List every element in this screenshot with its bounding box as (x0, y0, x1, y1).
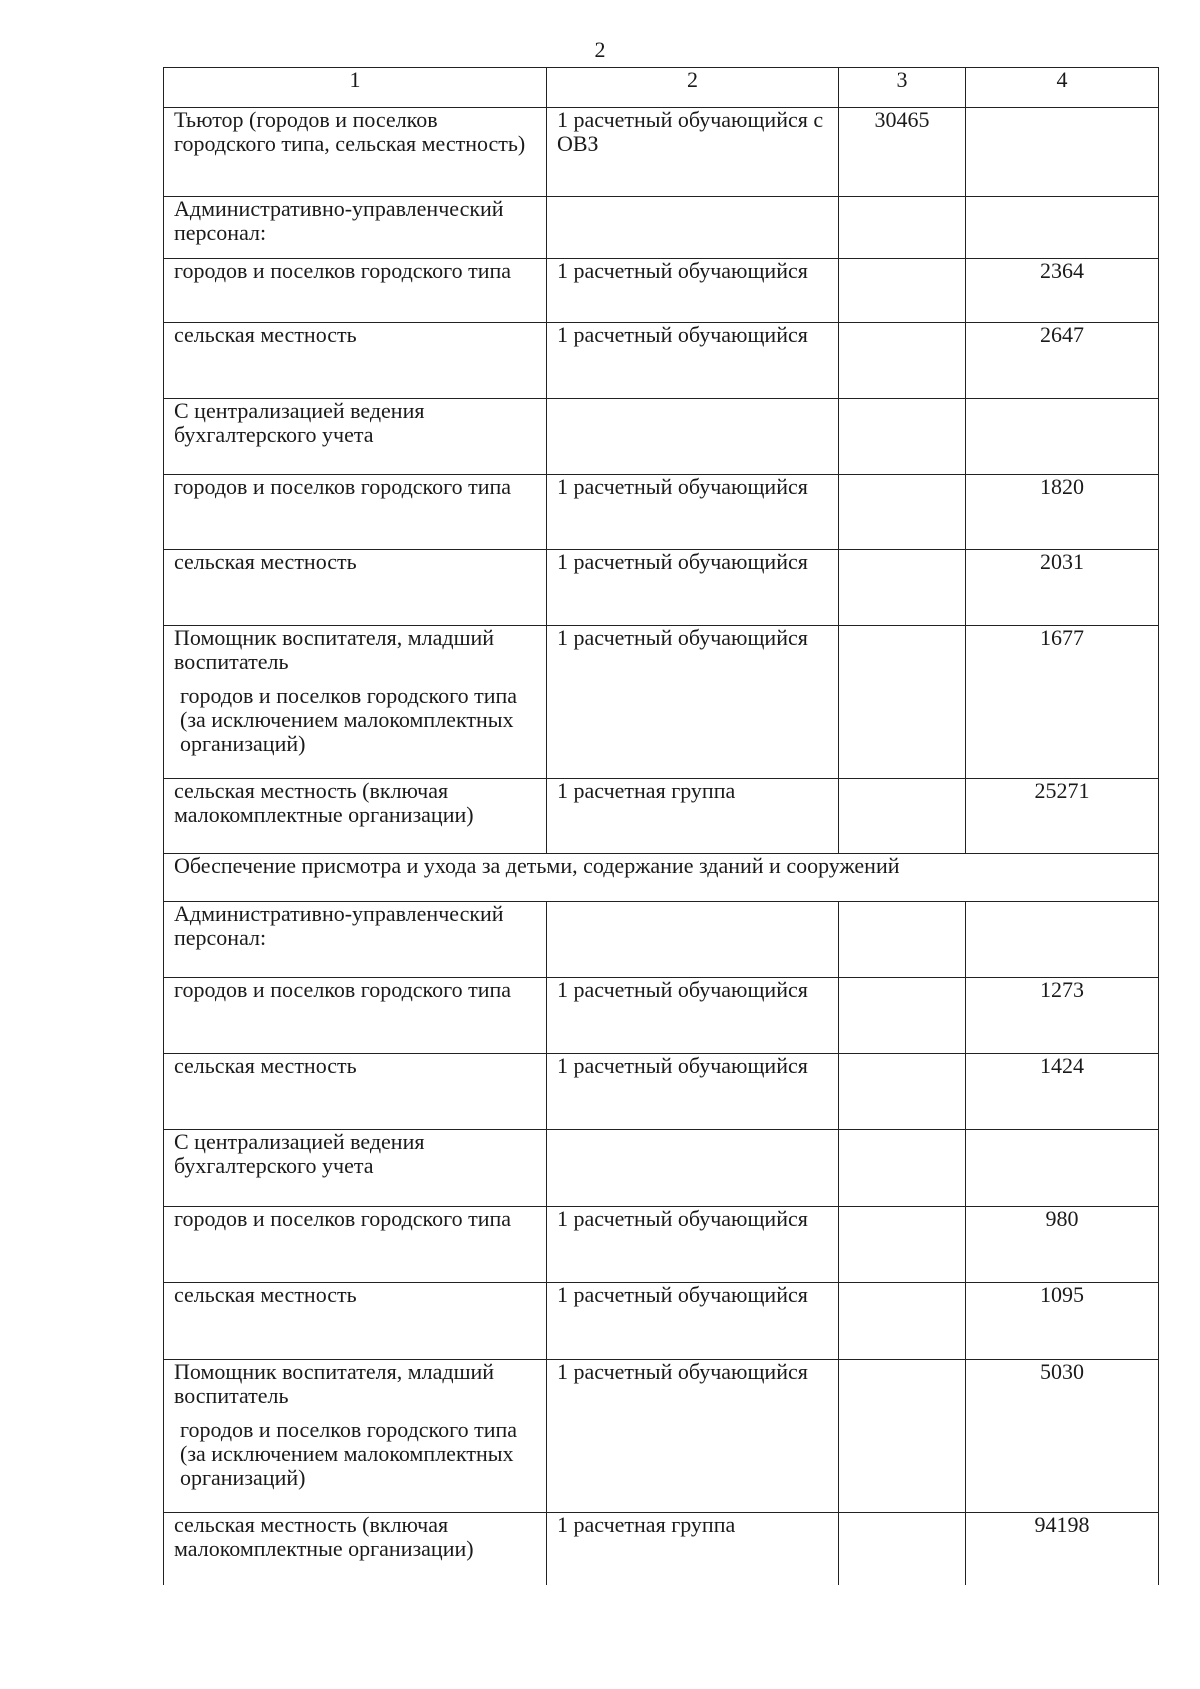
cell-category (164, 626, 547, 779)
cell-category: городов и поселков городского типа (164, 475, 547, 550)
cell-category: сельская местность (164, 323, 547, 399)
table-row (164, 978, 1159, 1054)
cell-value-col4: 25271 (966, 779, 1159, 854)
cell-category: С централизацией ведения бухгалтерского учета (164, 1130, 547, 1207)
cell-value-col4: 5030 (966, 1360, 1159, 1513)
table-row (164, 323, 1159, 399)
cell-category: Тьютор (городов и поселков городского типа, сельская местность) (164, 108, 547, 197)
table-row (164, 902, 1159, 978)
cell-value-col3 (839, 1360, 966, 1513)
cell-value-col4: 2364 (966, 259, 1159, 323)
table-row (164, 550, 1159, 626)
cell-value-col3 (839, 1513, 966, 1585)
table-row (164, 197, 1159, 259)
cell-unit: 1 расчетный обучающийся (547, 550, 839, 626)
cell-value-col4: 980 (966, 1207, 1159, 1283)
cell-value-col4: 94198 (966, 1513, 1159, 1585)
table-row (164, 1360, 1159, 1513)
cell-category (164, 1360, 547, 1513)
cell-value-col3 (839, 1054, 966, 1130)
cell-category: сельская местность (164, 550, 547, 626)
column-number-3: 3 (839, 68, 966, 108)
cell-category-title: Помощник воспитателя, младший воспитатель (174, 625, 495, 674)
cell-category: С централизацией ведения бухгалтерского учета (164, 399, 547, 475)
cell-value-col3 (839, 978, 966, 1054)
cell-category: городов и поселков городского типа (164, 259, 547, 323)
page-number: 2 (594, 37, 606, 62)
table-row (164, 1283, 1159, 1360)
cell-value-col3 (839, 626, 966, 779)
cell-value-col3 (839, 323, 966, 399)
cell-value-col4 (966, 197, 1159, 259)
table-row (164, 1054, 1159, 1130)
cell-value-col3: 30465 (839, 108, 966, 197)
cell-category: городов и поселков городского типа (164, 978, 547, 1054)
table-row (164, 1513, 1159, 1585)
cell-unit: 1 расчетный обучающийся (547, 259, 839, 323)
cell-value-col3 (839, 550, 966, 626)
column-number-1: 1 (164, 68, 547, 108)
table-row (164, 1130, 1159, 1207)
table-row (164, 626, 1159, 779)
table-header-row (164, 68, 1159, 108)
cell-value-col3 (839, 259, 966, 323)
cell-unit: 1 расчетный обучающийся (547, 1283, 839, 1360)
cell-value-col3 (839, 1207, 966, 1283)
cell-category-subtitle: городов и поселков городского типа (за исключением малокомплектных организаций) (180, 683, 518, 756)
cell-unit (547, 1130, 839, 1207)
cell-category: сельская местность (включая малокомплектные организации) (164, 779, 547, 854)
cell-value-col4: 1820 (966, 475, 1159, 550)
cell-unit: 1 расчетный обучающийся (547, 978, 839, 1054)
cell-value-col4: 1424 (966, 1054, 1159, 1130)
cell-value-col3 (839, 902, 966, 978)
cell-unit: 1 расчетный обучающийся с ОВЗ (547, 108, 839, 197)
cell-value-col4 (966, 902, 1159, 978)
cell-category-title: Помощник воспитателя, младший воспитатель (174, 1359, 495, 1408)
cell-value-col4 (966, 1130, 1159, 1207)
cell-unit (547, 902, 839, 978)
section-title: Обеспечение присмотра и ухода за детьми, содержание зданий и сооружений (164, 854, 1159, 902)
cell-value-col4 (966, 108, 1159, 197)
cell-unit (547, 197, 839, 259)
cell-category: сельская местность (164, 1283, 547, 1360)
table-row (164, 399, 1159, 475)
table-row (164, 259, 1159, 323)
cell-category: Административно-управленческий персонал: (164, 197, 547, 259)
cell-value-col4: 2647 (966, 323, 1159, 399)
cell-value-col3 (839, 1130, 966, 1207)
cell-unit: 1 расчетная группа (547, 1513, 839, 1585)
cell-value-col3 (839, 1283, 966, 1360)
cell-value-col3 (839, 779, 966, 854)
column-number-2: 2 (547, 68, 839, 108)
cell-unit: 1 расчетный обучающийся (547, 1054, 839, 1130)
norms-table (163, 67, 1159, 1585)
section-row (164, 854, 1159, 902)
table-row (164, 779, 1159, 854)
cell-unit: 1 расчетный обучающийся (547, 1360, 839, 1513)
cell-unit: 1 расчетный обучающийся (547, 475, 839, 550)
cell-unit (547, 399, 839, 475)
cell-value-col4: 2031 (966, 550, 1159, 626)
cell-category: сельская местность (включая малокомплектные организации) (164, 1513, 547, 1585)
cell-category: городов и поселков городского типа (164, 1207, 547, 1283)
cell-value-col4: 1677 (966, 626, 1159, 779)
cell-unit: 1 расчетный обучающийся (547, 626, 839, 779)
cell-value-col4 (966, 399, 1159, 475)
cell-value-col4: 1273 (966, 978, 1159, 1054)
cell-unit: 1 расчетный обучающийся (547, 1207, 839, 1283)
cell-unit: 1 расчетный обучающийся (547, 323, 839, 399)
cell-value-col3 (839, 197, 966, 259)
cell-category: сельская местность (164, 1054, 547, 1130)
cell-category-subtitle: городов и поселков городского типа (за исключением малокомплектных организаций) (180, 1417, 518, 1490)
table-row (164, 1207, 1159, 1283)
cell-value-col3 (839, 475, 966, 550)
table-row (164, 108, 1159, 197)
cell-value-col4: 1095 (966, 1283, 1159, 1360)
cell-category: Административно-управленческий персонал: (164, 902, 547, 978)
cell-value-col3 (839, 399, 966, 475)
table-row (164, 475, 1159, 550)
cell-unit: 1 расчетная группа (547, 779, 839, 854)
column-number-4: 4 (966, 68, 1159, 108)
